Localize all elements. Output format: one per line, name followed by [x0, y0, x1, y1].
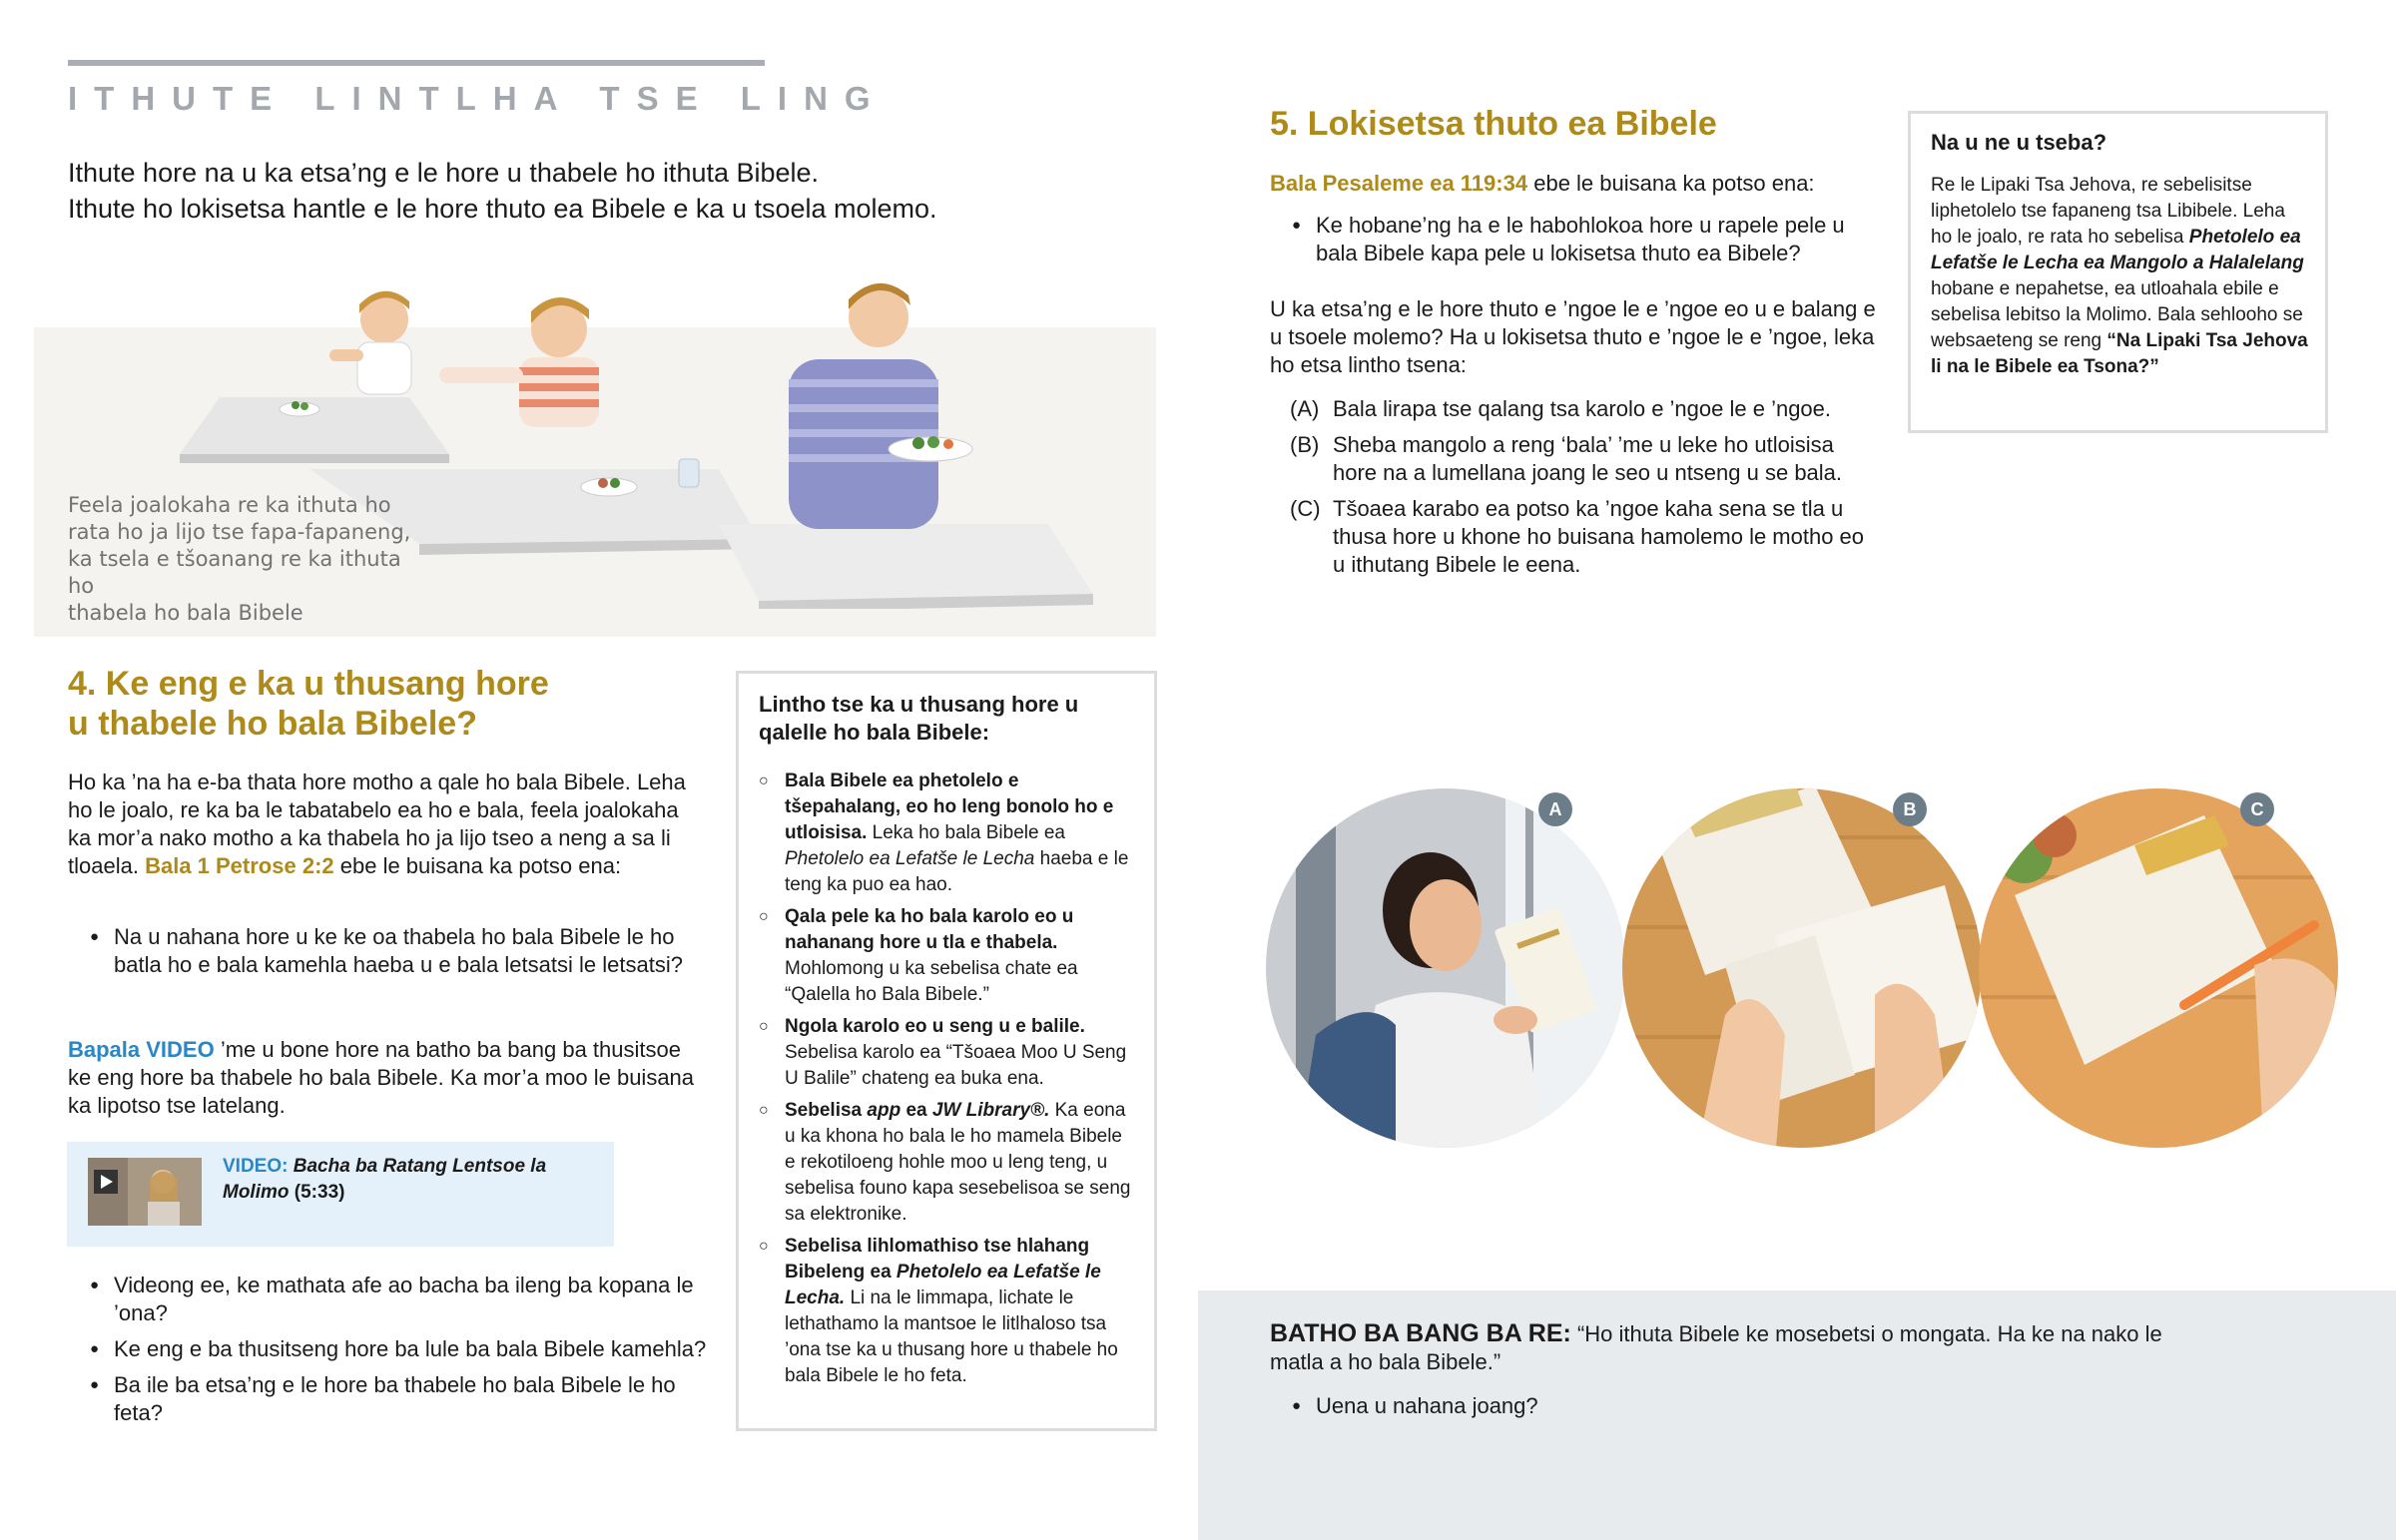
tip-bold: Qala pele ka ho bala karolo eo u nahanang hore u tla e thabela. — [785, 906, 1074, 953]
list-item: ● Ke hobane’ng ha e le habohlokoa hore u rapele pele u bala Bibele kapa pele u lokisetsa thuto ea Bibele? — [1270, 212, 1879, 267]
play-video-link[interactable]: Bapala VIDEO — [68, 1037, 215, 1062]
discussion-question-list — [1270, 1392, 1869, 1428]
boy-3-figure — [789, 283, 972, 529]
discussion-quote — [1270, 1319, 2188, 1376]
tip-item — [759, 1234, 1134, 1389]
step-text: Bala lirapa tse qalang tsa karolo e ’ngoe le e ’ngoe. — [1333, 396, 1832, 421]
caption-line: thabela ho bala Bibele — [68, 601, 303, 625]
eyebrow-rule — [68, 60, 765, 66]
tip-em: app — [867, 1100, 901, 1121]
illustration-caption — [68, 492, 427, 627]
circle-a-reading-woman — [1256, 775, 1635, 1161]
video-duration: (5:33) — [294, 1182, 345, 1203]
tip-em: Phetolelo ea Lefatše le Lecha — [785, 848, 1035, 869]
caption-line: rata ho ja lijo tse fapa-fapaneng, — [68, 520, 411, 544]
step-key: (A) — [1290, 396, 1320, 421]
video-label: VIDEO: — [223, 1156, 289, 1177]
list-item: ● Uena u nahana joang? — [1270, 1392, 1869, 1420]
video-title-block — [223, 1154, 592, 1206]
section-4-title-line-1: 4. Ke eng e ka u thusang hore — [68, 665, 549, 703]
badge-b-label: B — [1903, 799, 1917, 819]
tip-em: Phetolelo ea Lefatše le Lecha. — [785, 1262, 1101, 1308]
list-item: ● Ke eng e ba thusitseng hore ba lule ba bala Bibele kamehla? — [68, 1335, 707, 1363]
section-4-title-line-2: u thabele ho bala Bibele? — [68, 705, 477, 743]
section-5-title: 5. Lokisetsa thuto ea Bibele — [1270, 105, 1717, 143]
tip-text: Li na le limmapa, lichate le lethathamo la mantsoe le litlhaloso tsa ’ona tse ka u thusang hore u thabele ho bala Bibele le ho feta. — [785, 1287, 1118, 1386]
circle-c-book-pen — [1975, 775, 2350, 1161]
step-item — [1290, 495, 1879, 579]
section-4-video-questions — [68, 1272, 707, 1435]
tip-bold: Sebelisa — [785, 1100, 868, 1121]
badge-a-label: A — [1548, 799, 1562, 819]
tips-heading: Lintho tse ka u thusang hore u qalelle ho bala Bibele: — [759, 692, 1079, 745]
did-you-know-heading: Na u ne u tseba? — [1931, 130, 2107, 155]
sidebar-text: Re le Lipaki Tsa Jehova, re sebelisitse liphetolelo tse fapaneng tsa Libibele. Leha ho le joalo, re rata ho sebelisa — [1931, 175, 2285, 248]
step-item — [1290, 395, 1879, 423]
section-4-question-list — [68, 923, 707, 987]
section-4-paragraph — [68, 769, 707, 880]
tip-item — [759, 1098, 1134, 1228]
section-5-question-list — [1270, 212, 1879, 275]
tip-bold: ea — [900, 1100, 932, 1121]
badge-c — [2240, 792, 2274, 826]
list-item: ● Na u nahana hore u ke ke oa thabela ho bala Bibele le ho batla ho e bala kamehla haeba u e bala letsatsi le letsatsi? — [68, 923, 707, 979]
step-key: (C) — [1290, 496, 1321, 521]
circle-b-book-hands — [1615, 775, 1995, 1161]
tip-item — [759, 904, 1134, 1008]
badge-b — [1893, 792, 1927, 826]
table-3 — [719, 524, 1093, 601]
tip-em: JW Library®. — [931, 1100, 1050, 1121]
step-text: Sheba mangolo a reng ‘bala’ ’me u leke ho utloisisa hore na a lumellana joang le seo u ntseng u se bala. — [1333, 432, 1843, 485]
intro-text — [68, 155, 1166, 227]
badge-a — [1538, 792, 1572, 826]
list-item: ● Ba ile ba etsa’ng e le hore ba thabele ho bala Bibele le ho feta? — [68, 1371, 707, 1427]
paragraph-tail: ebe le buisana ka potso ena: — [1533, 171, 1815, 196]
intro-line-2: Ithute ho lokisetsa hantle e le hore thuto ea Bibele e ka u tsoela molemo. — [68, 194, 937, 224]
tip-item — [759, 1014, 1134, 1092]
eyebrow-title: ITHUTE LINTLHA TSE LING — [68, 80, 888, 117]
discussion-heading: BATHO BA BANG BA RE: — [1270, 1319, 1571, 1347]
discussion-quote-text: “Ho ithuta Bibele ke mosebetsi o mongata. Ha ke na nako le matla a ho bala Bibele.” — [1270, 1321, 2162, 1374]
tip-item — [759, 769, 1134, 898]
scripture-link-psalm[interactable]: Bala Pesaleme ea 119:34 — [1270, 171, 1528, 196]
tip-text: haeba e le teng ka puo ea hao. — [785, 848, 1129, 895]
sidebar-text: hobane e nepahetse, ea utloahala ebile e sebelisa lebitso la Molimo. Bala sehlooho se websaeteng se reng — [1931, 278, 2303, 351]
section-5-intro — [1270, 170, 1869, 198]
section-4-video-paragraph — [68, 1036, 707, 1120]
scripture-link-1-peter[interactable]: Bala 1 Petrose 2:2 — [145, 853, 334, 878]
paragraph-text: ’me u bone hore na batho ba bang ba thusitsoe ke eng hore ba thabele ho bala Bibele. Ka mor’a moo le buisana ka lipotso tse latelang. — [68, 1037, 695, 1118]
paragraph-tail: ebe le buisana ka potso ena: — [339, 853, 622, 878]
video-thumbnail[interactable] — [88, 1158, 202, 1226]
boy-2-figure — [439, 297, 699, 496]
step-key: (B) — [1290, 432, 1320, 457]
list-item: ● Videong ee, ke mathata afe ao bacha ba ileng ba kopana le ’ona? — [68, 1272, 707, 1327]
tip-text: Mohlomong u ka sebelisa chate ea “Qalella ho Bala Bibele.” — [785, 958, 1078, 1005]
tip-text: Ka eona u ka khona ho bala le ho mamela Bibele e rekotiloeng hohle moo u leng teng, u sebelisa founo kapa sesebelisoa se seng sa elektronike. — [785, 1100, 1131, 1225]
caption-line: Feela joalokaha re ka ithuta ho — [68, 493, 391, 517]
paragraph-text: Ho ka ’na ha e-ba thata hore motho a qale ho bala Bibele. Leha ho le joalo, re ka ba le tabatabelo ea ho e bala, feela joalokaha ka mor’a nako motho a ka thabela ho ja lijo tseo a neng a sa li tloaela. — [68, 770, 686, 878]
did-you-know-text — [1931, 173, 2308, 380]
caption-line: ka tsela e tšoanang re ka ithuta ho — [68, 547, 401, 598]
section-4-title — [68, 664, 707, 744]
tip-text: Sebelisa karolo ea “Tšoaea Moo U Seng U Balile” chateng ea buka ena. — [785, 1042, 1127, 1089]
badge-c-label: C — [2250, 799, 2264, 819]
sidebar-em: Phetolelo ea Lefatše le Lecha ea Mangolo a Halalelang — [1931, 227, 2304, 273]
intro-line-1: Ithute hore na u ka etsa’ng e le hore u thabele ho ithuta Bibele. — [68, 158, 820, 188]
tips-list — [759, 769, 1134, 1395]
tip-bold: Bala Bibele ea phetolelo e tšepahalang, eo ho leng bonolo ho e utloisisa. — [785, 770, 1114, 843]
study-steps-illustration — [1256, 775, 2350, 1161]
step-text: Tšoaea karabo ea potso ka ’ngoe kaha sena se tla u thusa hore u khone ho buisana hamolemo le motho eo u ithutang Bibele le eena. — [1333, 496, 1865, 577]
sidebar-article-link[interactable]: “Na Lipaki Tsa Jehova li na le Bibele ea Tsona?” — [1931, 330, 2308, 377]
preparation-steps — [1290, 395, 1879, 587]
tip-bold: Ngola karolo eo u seng u e balile. — [785, 1016, 1085, 1037]
video-title: Bacha ba Ratang Lentsoe la Molimo — [223, 1156, 547, 1203]
tip-bold: Sebelisa lihlomathiso tse hlahang Bibeleng ea — [785, 1236, 1090, 1283]
step-item — [1290, 431, 1879, 487]
tip-text: Leka ho bala Bibele ea — [867, 822, 1065, 843]
section-5-paragraph: U ka etsa’ng e le hore thuto e ’ngoe le e ’ngoe eo u e balang e u tsoele molemo? Ha u lokisetsa thuto e ’ngoe le e ’ngoe, leka ho etsa lintho tsena: — [1270, 296, 1876, 377]
